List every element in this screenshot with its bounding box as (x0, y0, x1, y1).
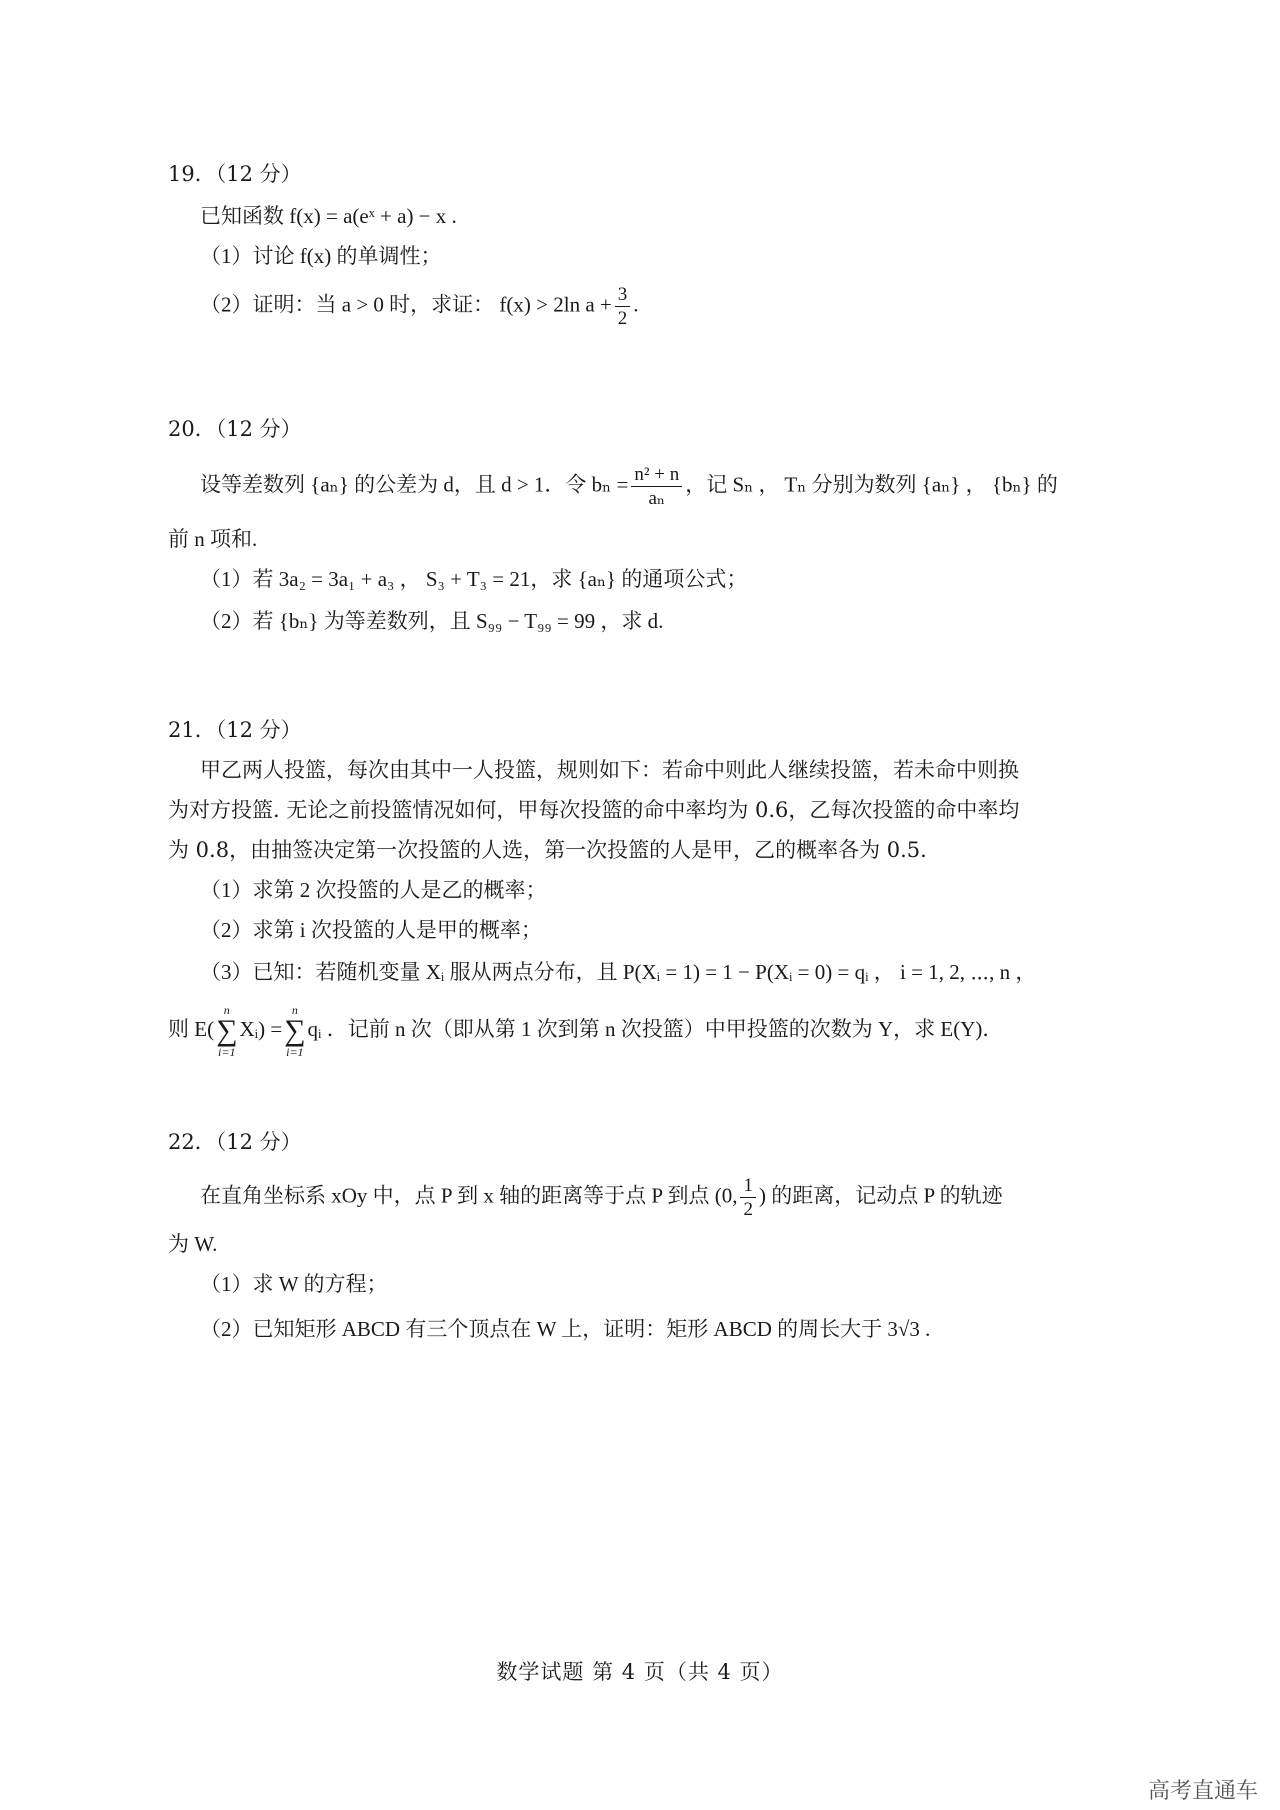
q22-fraction (740, 1176, 756, 1219)
q20-frac-num: n² + n (631, 465, 682, 487)
page-footer: 数学试题 第 4 页（共 4 页） (496, 1660, 784, 1684)
q22-heading: 22．（12 分） (168, 1130, 302, 1154)
q20-stem-text-b: ，记 Sₙ ， Tₙ 分别为数列 {aₙ} ， {bₙ} 的 (685, 472, 1058, 497)
q21-sum2-lower: i=1 (286, 1045, 304, 1059)
q20-heading: 20．（12 分） (168, 417, 302, 441)
q19-frac-den: 2 (617, 308, 628, 329)
q19-part2-end: . (633, 292, 639, 317)
q20-fraction (631, 465, 682, 508)
q21-sum1-lower: i=1 (218, 1045, 236, 1059)
q21-sum2-sigma: ∑ (284, 1014, 306, 1047)
q19-part2 (200, 285, 638, 328)
q19-part2-text: （2）证明：当 a > 0 时，求证： f(x) > 2ln a + (200, 292, 612, 317)
q21-stem-line3: 为 0.8，由抽签决定第一次投篮的人选，第一次投篮的人是甲，乙的概率各为 0.5. (168, 838, 927, 862)
q21-expectation-mid: Xᵢ) = (239, 1016, 283, 1041)
q21-expectation-end: qᵢ ．记前 n 次（即从第 1 次到第 n 次投篮）中甲投篮的次数为 Y，求 E(Y)． (307, 1016, 1004, 1041)
q21-sum1-upper: n (223, 1003, 230, 1017)
q20-frac-den: aₙ (648, 488, 666, 509)
q21-sum1-sigma: ∑ (216, 1014, 238, 1047)
q21-heading: 21．（12 分） (168, 718, 302, 742)
q22-stem-text-b: ) 的距离，记动点 P 的轨迹 (758, 1183, 1003, 1208)
q20-stem-text-a: 设等差数列 {aₙ} 的公差为 d，且 d > 1．令 bₙ = (200, 472, 629, 497)
q20-part2: （2）若 {bₙ} 为等差数列，且 S₉₉ − T₉₉ = 99 ，求 d. (200, 609, 664, 633)
q21-expectation-open: 则 E( (168, 1016, 215, 1041)
q19-frac-num: 3 (615, 285, 631, 307)
q21-stem-line1: 甲乙两人投篮，每次由其中一人投篮，规则如下：若命中则此人继续投篮，若未命中则换 (200, 758, 1019, 782)
q20-part1: （1）若 3a₂ = 3a₁ + a₃ ， S₃ + T₃ = 21，求 {aₙ} 的通项公式； (200, 567, 748, 591)
q21-part2: （2）求第 i 次投篮的人是甲的概率； (200, 918, 542, 942)
q21-sum-symbol-1 (216, 1004, 237, 1058)
q21-part1: （1）求第 2 次投篮的人是乙的概率； (200, 878, 547, 902)
q21-part3: （3）已知：若随机变量 Xᵢ 服从两点分布，且 P(Xᵢ = 1) = 1 − P(Xᵢ = 0) = qᵢ ， i = 1, 2, ⋯, n ， (200, 960, 1037, 984)
q19-stem: 已知函数 f(x) = a(eˣ + a) − x . (200, 204, 457, 228)
watermark-text: 高考直通车 (1147, 1779, 1258, 1804)
q22-stem-cont: 为 W. (168, 1232, 218, 1256)
q22-part1: （1）求 W 的方程； (200, 1272, 388, 1296)
q21-sum2-upper: n (291, 1003, 298, 1017)
q22-stem (200, 1176, 1003, 1219)
q19-part1: （1）讨论 f(x) 的单调性； (200, 244, 442, 268)
q21-sum-symbol-2 (284, 1004, 305, 1058)
q22-part2: （2）已知矩形 ABCD 有三个顶点在 W 上，证明：矩形 ABCD 的周长大于 3√3 . (200, 1317, 931, 1341)
q20-stem-cont: 前 n 项和. (168, 527, 258, 551)
q21-stem-line2: 为对方投篮. 无论之前投篮情况如何，甲每次投篮的命中率均为 0.6，乙每次投篮的命中率均 (168, 798, 1020, 822)
q22-frac-num: 1 (740, 1176, 756, 1198)
q22-stem-text-a: 在直角坐标系 xOy 中，点 P 到 x 轴的距离等于点 P 到点 (0, (200, 1183, 738, 1208)
q19-heading: 19．（12 分） (168, 162, 302, 186)
q22-frac-den: 2 (743, 1199, 753, 1220)
q19-fraction (615, 285, 631, 328)
q20-stem (200, 465, 1058, 508)
q21-part3-cont (168, 1004, 1003, 1058)
